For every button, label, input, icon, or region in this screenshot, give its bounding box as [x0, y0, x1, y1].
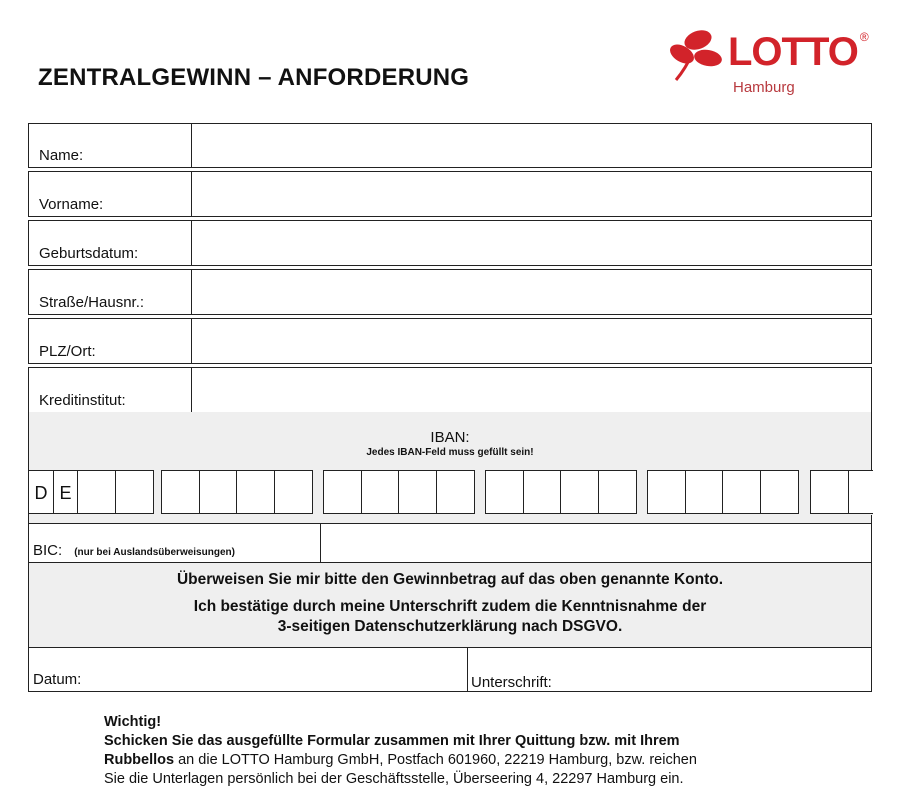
unterschrift-field[interactable]: [467, 648, 871, 691]
vorname-input[interactable]: [191, 172, 871, 216]
iban-cell[interactable]: [115, 470, 154, 514]
statement-line-3: 3-seitigen Datenschutzerklärung nach DSGVO.: [277, 618, 623, 635]
page-title: ZENTRALGEWINN – ANFORDERUNG: [38, 64, 470, 91]
bic-input[interactable]: [320, 524, 871, 562]
name-label: Name:: [39, 147, 84, 164]
iban-cell[interactable]: [274, 470, 313, 514]
iban-cell: E: [53, 470, 78, 514]
statement-line-2: Ich bestätige durch meine Unterschrift zudem die Kenntnisnahme der: [193, 598, 707, 615]
iban-cell[interactable]: [722, 470, 761, 514]
footer-line-3: an die LOTTO Hamburg GmbH, Postfach 601960, 22219 Hamburg, bzw. reichen: [174, 752, 697, 768]
consent-statement: [28, 562, 872, 648]
iban-cell[interactable]: [361, 470, 400, 514]
footer-note: [104, 713, 697, 789]
iban-cell[interactable]: [523, 470, 562, 514]
footer-rubbellos: Rubbellos: [104, 752, 175, 768]
vorname-row: [28, 171, 872, 217]
logo-text: LOTTO: [728, 30, 858, 74]
kreditinstitut-row: [28, 367, 872, 413]
geburtsdatum-row: [28, 220, 872, 266]
iban-title: IBAN:: [430, 429, 470, 446]
strasse-input[interactable]: [191, 270, 871, 314]
iban-cell[interactable]: [199, 470, 238, 514]
bic-note: (nur bei Auslandsüberweisungen): [74, 547, 235, 558]
iban-cell[interactable]: [598, 470, 637, 514]
iban-cell[interactable]: [647, 470, 686, 514]
iban-spacer: [28, 515, 872, 523]
iban-cell[interactable]: [760, 470, 799, 514]
bic-label-group: [33, 542, 235, 559]
clover-logo-icon: [668, 28, 728, 84]
iban-boxes: [28, 470, 873, 515]
iban-cell[interactable]: [485, 470, 524, 514]
iban-cell[interactable]: [161, 470, 200, 514]
footer-heading: Wichtig!: [104, 714, 162, 730]
iban-cell[interactable]: [323, 470, 362, 514]
signature-row: [28, 647, 872, 692]
iban-header: [28, 412, 872, 470]
footer-line-1: Schicken Sie das ausgefüllte Formular zusammen mit Ihrer Quittung bzw. mit Ihrem: [104, 733, 680, 749]
iban-cell[interactable]: [436, 470, 475, 514]
strasse-row: [28, 269, 872, 315]
statement-line-1: Überweisen Sie mir bitte den Gewinnbetrag auf das oben genannte Konto.: [176, 571, 724, 588]
plz-input[interactable]: [191, 319, 871, 363]
iban-cell[interactable]: [77, 470, 116, 514]
iban-cell[interactable]: [236, 470, 275, 514]
geburtsdatum-input[interactable]: [191, 221, 871, 265]
bic-label: BIC:: [33, 542, 63, 559]
iban-cell[interactable]: [560, 470, 599, 514]
bic-row: [28, 523, 872, 563]
name-input[interactable]: [191, 124, 871, 167]
geburtsdatum-label: Geburtsdatum:: [39, 245, 139, 262]
datum-label: Datum:: [33, 671, 82, 688]
logo-registered: ®: [859, 30, 869, 44]
iban-cell: D: [29, 470, 54, 514]
plz-row: [28, 318, 872, 364]
vorname-label: Vorname:: [39, 196, 104, 213]
footer-line-4: Sie die Unterlagen persönlich bei der Geschäftsstelle, Überseering 4, 22297 Hamburg ein.: [104, 771, 684, 787]
logo-wordmark: [728, 30, 869, 74]
iban-note: Jedes IBAN-Feld muss gefüllt sein!: [366, 447, 534, 458]
plz-label: PLZ/Ort:: [39, 343, 96, 360]
kreditinstitut-input[interactable]: [191, 368, 871, 412]
iban-cell[interactable]: [398, 470, 437, 514]
name-row: [28, 123, 872, 168]
logo-city: Hamburg: [733, 79, 795, 96]
iban-cell[interactable]: [848, 470, 874, 514]
kreditinstitut-label: Kreditinstitut:: [39, 392, 126, 409]
iban-cell[interactable]: [685, 470, 724, 514]
strasse-label: Straße/Hausnr.:: [39, 294, 145, 311]
iban-cell[interactable]: [810, 470, 849, 514]
unterschrift-label: Unterschrift:: [471, 674, 552, 691]
